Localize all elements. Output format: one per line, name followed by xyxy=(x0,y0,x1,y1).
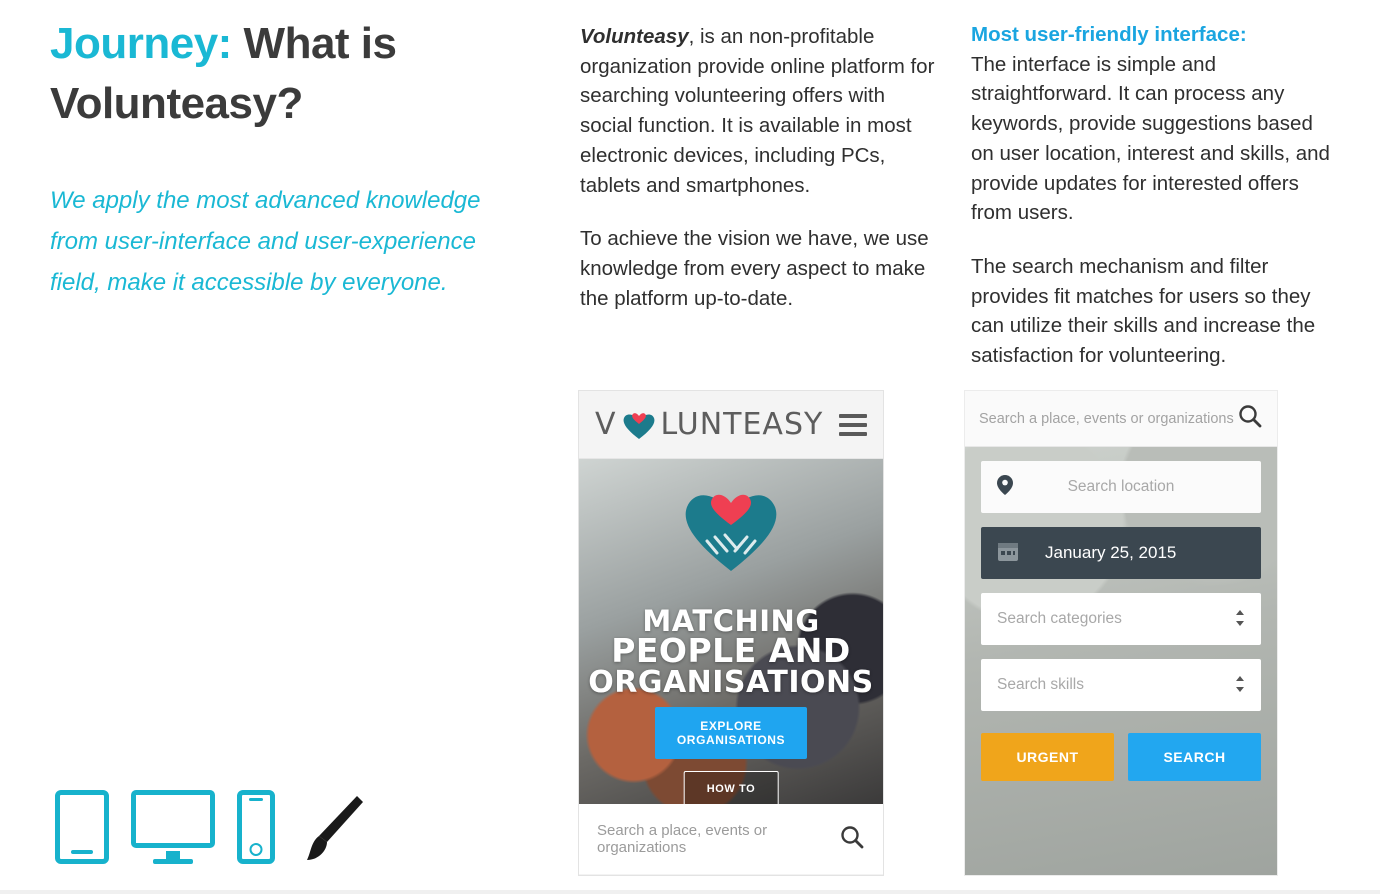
page-title xyxy=(50,14,530,134)
search-icon[interactable] xyxy=(839,824,865,855)
volunteasy-logo xyxy=(595,407,823,442)
heart-hands-icon xyxy=(619,408,659,442)
filter-action-buttons xyxy=(981,733,1261,781)
page-title-accent: Journey: xyxy=(50,19,232,68)
categories-input[interactable]: Search categories xyxy=(997,610,1122,627)
tablet-icon xyxy=(55,790,109,864)
map-pin-icon xyxy=(997,475,1013,500)
paragraph-search: The search mechanism and filter provides fit matches for users so they can utilize their skills and increase the satisfaction for volunteering. xyxy=(971,255,1316,368)
hero-line-1: MATCHING xyxy=(642,604,820,638)
page-title-rest: What is Volunteasy? xyxy=(50,19,397,128)
calendar-icon xyxy=(997,540,1019,567)
urgent-button[interactable]: URGENT xyxy=(981,733,1114,781)
filter-body xyxy=(965,447,1277,875)
filter-search-input[interactable]: Search a place, events or organizations xyxy=(979,410,1234,427)
filter-searchbar[interactable] xyxy=(965,391,1277,447)
menu-icon[interactable] xyxy=(839,414,867,436)
phone-icon xyxy=(237,790,275,864)
paragraph-intro-rest: , is an non-profitable organization provide online platform for searching volunteering offers with social function. It is available in most electronic devices, including PCs, tablets and smartphones. xyxy=(580,25,935,197)
chevron-updown-icon[interactable] xyxy=(1235,609,1245,629)
hero-tagline xyxy=(579,604,883,700)
mockup-home-topbar xyxy=(579,391,883,459)
search-icon[interactable] xyxy=(1237,403,1263,434)
skills-field[interactable] xyxy=(981,659,1261,711)
hero-heart-hands-icon xyxy=(675,481,787,582)
categories-field[interactable] xyxy=(981,593,1261,645)
logo-letter-v: V xyxy=(595,407,617,442)
location-input[interactable]: Search location xyxy=(1067,478,1175,495)
hero-line-3: ORGANISATIONS xyxy=(588,664,874,700)
brand-name: Volunteasy xyxy=(580,25,689,48)
monitor-icon xyxy=(131,790,215,864)
right-column-heading: Most user-friendly interface: xyxy=(971,23,1247,46)
mockup-home-screen xyxy=(579,391,883,875)
paragraph-vision: To achieve the vision we have, we use knowledge from every aspect to make the platform up-to-date. xyxy=(580,227,929,310)
paintbrush-icon xyxy=(297,790,367,864)
bottom-divider xyxy=(0,890,1380,894)
device-icon-row xyxy=(55,790,367,864)
mockup-home-hero xyxy=(579,459,883,804)
hero-line-2: PEOPLE AND xyxy=(611,631,851,671)
search-input[interactable]: Search a place, events or organizations xyxy=(597,822,768,856)
left-column xyxy=(50,14,530,303)
explore-organisations-button[interactable]: EXPLORE ORGANISATIONS xyxy=(655,707,807,759)
paragraph-interface: The interface is simple and straightforward. It can process any keywords, provide suggestions based on user location, interest and skills, and provide updates for interested offers from users. xyxy=(971,52,1330,225)
subheadline: We apply the most advanced knowledge from user-interface and user-experience field, make it accessible by everyone. xyxy=(50,186,481,297)
location-field[interactable] xyxy=(981,461,1261,513)
monitor-stand xyxy=(153,859,193,864)
how-to-button[interactable]: HOW TO xyxy=(684,771,779,804)
search-button[interactable]: SEARCH xyxy=(1128,733,1261,781)
date-field[interactable] xyxy=(981,527,1261,579)
skills-input[interactable]: Search skills xyxy=(997,676,1084,693)
paragraph-intro xyxy=(580,22,935,200)
monitor-screen xyxy=(131,790,215,848)
mockup-home-searchbar[interactable] xyxy=(579,804,883,874)
mockup-filter-screen xyxy=(965,391,1277,875)
right-column xyxy=(971,20,1331,395)
middle-column xyxy=(580,22,935,337)
chevron-updown-icon[interactable] xyxy=(1235,675,1245,695)
logo-text: LUNTEASY xyxy=(660,407,824,442)
date-value[interactable]: January 25, 2015 xyxy=(1045,543,1177,562)
